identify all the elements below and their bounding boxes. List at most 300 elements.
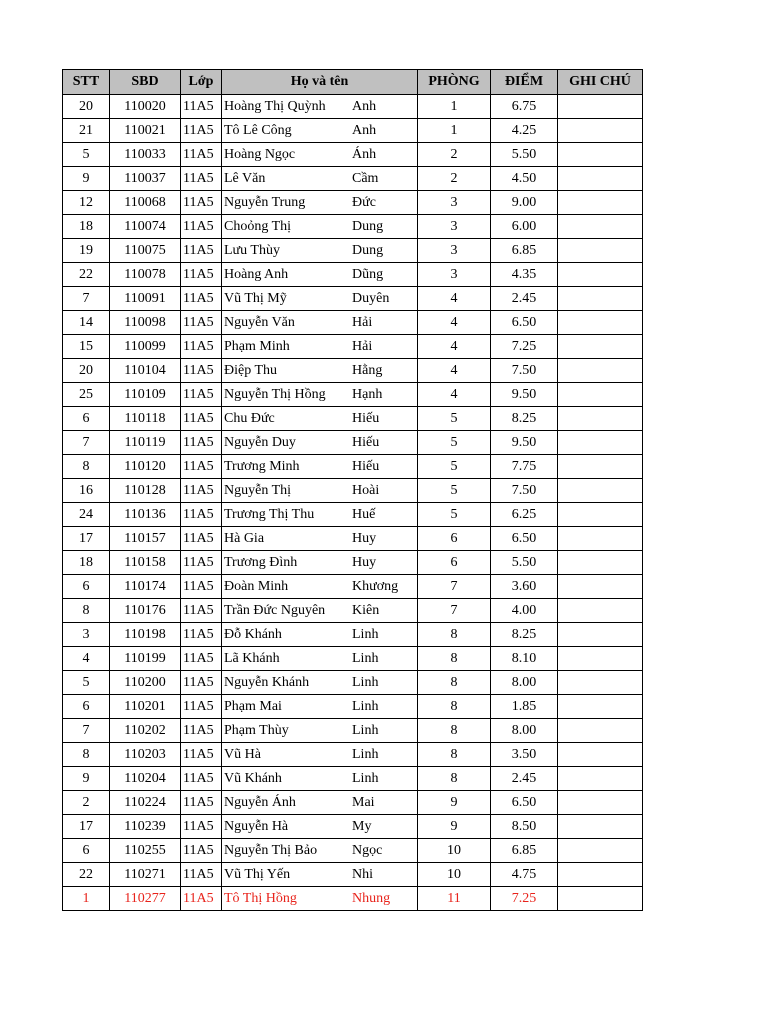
cell-phong: 4	[418, 359, 491, 383]
header-sbd: SBD	[110, 70, 181, 95]
cell-hoten	[222, 311, 418, 335]
cell-ghichu	[558, 383, 643, 407]
cell-phong: 3	[418, 263, 491, 287]
cell-hoten	[222, 431, 418, 455]
cell-lop: 11A5	[181, 863, 222, 887]
cell-ghichu	[558, 575, 643, 599]
cell-ghichu	[558, 551, 643, 575]
cell-phong: 9	[418, 791, 491, 815]
cell-ho: Điệp Thu	[224, 362, 278, 378]
cell-ten: Linh	[352, 698, 379, 714]
cell-ghichu	[558, 263, 643, 287]
table-row	[63, 431, 643, 455]
cell-phong: 2	[418, 167, 491, 191]
cell-stt: 3	[63, 623, 110, 647]
cell-ten: Dung	[352, 218, 384, 234]
cell-hoten	[222, 455, 418, 479]
cell-phong: 7	[418, 599, 491, 623]
cell-diem: 7.50	[491, 359, 558, 383]
cell-sbd: 110075	[110, 239, 181, 263]
cell-phong: 4	[418, 311, 491, 335]
cell-ghichu	[558, 695, 643, 719]
cell-ghichu	[558, 119, 643, 143]
cell-hoten	[222, 575, 418, 599]
cell-ghichu	[558, 623, 643, 647]
cell-stt: 25	[63, 383, 110, 407]
table-row	[63, 839, 643, 863]
cell-sbd: 110174	[110, 575, 181, 599]
cell-phong: 8	[418, 719, 491, 743]
cell-ho: Nguyễn Khánh	[224, 674, 310, 690]
cell-diem: 5.50	[491, 551, 558, 575]
cell-lop: 11A5	[181, 335, 222, 359]
cell-lop: 11A5	[181, 479, 222, 503]
cell-ghichu	[558, 887, 643, 911]
cell-sbd: 110239	[110, 815, 181, 839]
cell-stt: 18	[63, 551, 110, 575]
table-row	[63, 383, 643, 407]
cell-sbd: 110128	[110, 479, 181, 503]
cell-ghichu	[558, 671, 643, 695]
cell-phong: 6	[418, 527, 491, 551]
cell-ho: Phạm Mai	[224, 698, 282, 714]
cell-stt: 2	[63, 791, 110, 815]
cell-phong: 4	[418, 383, 491, 407]
cell-hoten	[222, 503, 418, 527]
cell-ghichu	[558, 407, 643, 431]
table-row	[63, 335, 643, 359]
cell-lop: 11A5	[181, 455, 222, 479]
header-row	[63, 70, 643, 95]
cell-hoten	[222, 191, 418, 215]
cell-lop: 11A5	[181, 167, 222, 191]
cell-ho: Trương Thị Thu	[224, 506, 315, 522]
cell-sbd: 110203	[110, 743, 181, 767]
cell-diem: 8.50	[491, 815, 558, 839]
cell-hoten	[222, 95, 418, 119]
cell-phong: 5	[418, 479, 491, 503]
cell-diem: 9.50	[491, 383, 558, 407]
cell-lop: 11A5	[181, 359, 222, 383]
cell-ten: Mai	[352, 794, 375, 810]
cell-stt: 22	[63, 863, 110, 887]
cell-ghichu	[558, 791, 643, 815]
cell-stt: 24	[63, 503, 110, 527]
cell-ghichu	[558, 815, 643, 839]
cell-diem: 8.10	[491, 647, 558, 671]
cell-lop: 11A5	[181, 95, 222, 119]
cell-sbd: 110109	[110, 383, 181, 407]
cell-diem: 4.75	[491, 863, 558, 887]
cell-hoten	[222, 143, 418, 167]
cell-diem: 5.50	[491, 143, 558, 167]
cell-ho: Hà Gia	[224, 530, 265, 546]
cell-ghichu	[558, 839, 643, 863]
cell-hoten	[222, 887, 418, 911]
cell-ten: Hải	[352, 314, 373, 330]
cell-stt: 20	[63, 359, 110, 383]
cell-ghichu	[558, 647, 643, 671]
cell-hoten	[222, 167, 418, 191]
cell-lop: 11A5	[181, 263, 222, 287]
cell-ten: Hiếu	[352, 434, 380, 450]
table-row	[63, 143, 643, 167]
cell-ghichu	[558, 287, 643, 311]
score-table	[62, 69, 643, 911]
cell-diem: 8.25	[491, 407, 558, 431]
cell-ho: Nguyễn Thị	[224, 482, 292, 498]
cell-stt: 15	[63, 335, 110, 359]
cell-lop: 11A5	[181, 647, 222, 671]
cell-lop: 11A5	[181, 383, 222, 407]
cell-ho: Phạm Minh	[224, 338, 290, 354]
cell-hoten	[222, 863, 418, 887]
cell-hoten	[222, 599, 418, 623]
cell-ho: Hoàng Thị Quỳnh	[224, 98, 326, 114]
cell-stt: 18	[63, 215, 110, 239]
cell-lop: 11A5	[181, 143, 222, 167]
cell-lop: 11A5	[181, 719, 222, 743]
cell-hoten	[222, 119, 418, 143]
cell-ho: Trần Đức Nguyên	[224, 602, 326, 618]
cell-ten: Nhung	[352, 890, 391, 906]
cell-sbd: 110158	[110, 551, 181, 575]
cell-ghichu	[558, 335, 643, 359]
table-row	[63, 551, 643, 575]
cell-phong: 9	[418, 815, 491, 839]
table-row	[63, 527, 643, 551]
cell-stt: 8	[63, 599, 110, 623]
cell-diem: 8.00	[491, 671, 558, 695]
cell-stt: 7	[63, 287, 110, 311]
table-row	[63, 575, 643, 599]
cell-diem: 6.50	[491, 791, 558, 815]
cell-ten: Huế	[352, 506, 376, 522]
cell-lop: 11A5	[181, 527, 222, 551]
cell-sbd: 110277	[110, 887, 181, 911]
cell-ho: Hoàng Ngọc	[224, 146, 296, 162]
cell-diem: 7.25	[491, 335, 558, 359]
cell-hoten	[222, 815, 418, 839]
table-row	[63, 359, 643, 383]
cell-ten: Linh	[352, 650, 379, 666]
cell-ten: Dung	[352, 242, 384, 258]
cell-ho: Vũ Hà	[224, 746, 261, 762]
cell-ho: Trương Đình	[224, 554, 298, 570]
cell-ho: Đỗ Khánh	[224, 626, 282, 642]
cell-ho: Phạm Thùy	[224, 722, 289, 738]
cell-ten: Hiếu	[352, 410, 380, 426]
cell-stt: 8	[63, 743, 110, 767]
cell-phong: 8	[418, 647, 491, 671]
table-row	[63, 263, 643, 287]
cell-sbd: 110136	[110, 503, 181, 527]
header-diem: ĐIỂM	[491, 70, 558, 95]
cell-ghichu	[558, 767, 643, 791]
cell-ho: Nguyễn Thị Hồng	[224, 386, 326, 402]
cell-ghichu	[558, 167, 643, 191]
cell-hoten	[222, 239, 418, 263]
table-row	[63, 719, 643, 743]
cell-sbd: 110202	[110, 719, 181, 743]
cell-diem: 2.45	[491, 767, 558, 791]
cell-phong: 3	[418, 191, 491, 215]
cell-ghichu	[558, 239, 643, 263]
cell-phong: 8	[418, 695, 491, 719]
table-row	[63, 887, 643, 911]
cell-lop: 11A5	[181, 791, 222, 815]
cell-sbd: 110118	[110, 407, 181, 431]
cell-diem: 9.50	[491, 431, 558, 455]
cell-phong: 5	[418, 455, 491, 479]
cell-sbd: 110033	[110, 143, 181, 167]
cell-phong: 5	[418, 431, 491, 455]
cell-phong: 10	[418, 839, 491, 863]
cell-hoten	[222, 791, 418, 815]
cell-sbd: 110199	[110, 647, 181, 671]
cell-stt: 1	[63, 887, 110, 911]
cell-lop: 11A5	[181, 215, 222, 239]
table-row	[63, 95, 643, 119]
cell-stt: 5	[63, 143, 110, 167]
cell-hoten	[222, 551, 418, 575]
cell-diem: 3.60	[491, 575, 558, 599]
header-phong: PHÒNG	[418, 70, 491, 95]
cell-ten: Huy	[352, 530, 377, 546]
table-row	[63, 407, 643, 431]
cell-diem: 6.75	[491, 95, 558, 119]
cell-hoten	[222, 263, 418, 287]
cell-sbd: 110204	[110, 767, 181, 791]
cell-phong: 8	[418, 623, 491, 647]
cell-sbd: 110098	[110, 311, 181, 335]
cell-ten: Linh	[352, 674, 379, 690]
cell-stt: 7	[63, 431, 110, 455]
cell-ten: Nhi	[352, 866, 373, 882]
cell-hoten	[222, 671, 418, 695]
cell-sbd: 110200	[110, 671, 181, 695]
cell-hoten	[222, 839, 418, 863]
cell-ten: Duyên	[352, 290, 390, 306]
table-row	[63, 743, 643, 767]
cell-stt: 16	[63, 479, 110, 503]
cell-diem: 2.45	[491, 287, 558, 311]
table-row	[63, 815, 643, 839]
table-row	[63, 239, 643, 263]
cell-diem: 3.50	[491, 743, 558, 767]
cell-hoten	[222, 623, 418, 647]
cell-ten: Linh	[352, 746, 379, 762]
cell-hoten	[222, 359, 418, 383]
cell-ten: Kiên	[352, 602, 380, 618]
cell-ghichu	[558, 143, 643, 167]
cell-lop: 11A5	[181, 695, 222, 719]
cell-lop: 11A5	[181, 599, 222, 623]
cell-stt: 9	[63, 767, 110, 791]
cell-ghichu	[558, 743, 643, 767]
cell-stt: 8	[63, 455, 110, 479]
cell-phong: 3	[418, 215, 491, 239]
cell-sbd: 110091	[110, 287, 181, 311]
table-row	[63, 503, 643, 527]
cell-ghichu	[558, 503, 643, 527]
cell-stt: 17	[63, 815, 110, 839]
cell-ho: Choỏng Thị	[224, 218, 292, 234]
cell-sbd: 110020	[110, 95, 181, 119]
cell-hoten	[222, 383, 418, 407]
cell-ho: Lê Văn	[224, 170, 266, 186]
cell-ho: Nguyễn Thị Bảo	[224, 842, 318, 858]
cell-diem: 7.50	[491, 479, 558, 503]
cell-lop: 11A5	[181, 671, 222, 695]
cell-sbd: 110176	[110, 599, 181, 623]
table-row	[63, 671, 643, 695]
cell-sbd: 110198	[110, 623, 181, 647]
cell-phong: 7	[418, 575, 491, 599]
cell-sbd: 110099	[110, 335, 181, 359]
cell-hoten	[222, 719, 418, 743]
cell-ho: Đoàn Minh	[224, 578, 289, 594]
cell-ten: Linh	[352, 770, 379, 786]
cell-ten: Dũng	[352, 266, 384, 282]
cell-stt: 6	[63, 407, 110, 431]
cell-ho: Tô Thị Hồng	[224, 890, 297, 906]
cell-ten: Huy	[352, 554, 377, 570]
cell-ho: Nguyễn Trung	[224, 194, 306, 210]
cell-diem: 4.00	[491, 599, 558, 623]
cell-ho: Nguyễn Hà	[224, 818, 289, 834]
cell-ghichu	[558, 455, 643, 479]
cell-phong: 6	[418, 551, 491, 575]
cell-ho: Vũ Khánh	[224, 770, 282, 786]
cell-lop: 11A5	[181, 839, 222, 863]
header-stt: STT	[63, 70, 110, 95]
table-row	[63, 167, 643, 191]
header-lop: Lớp	[181, 70, 222, 95]
cell-sbd: 110119	[110, 431, 181, 455]
cell-phong: 8	[418, 743, 491, 767]
table-row	[63, 623, 643, 647]
cell-stt: 22	[63, 263, 110, 287]
cell-ten: Hiếu	[352, 458, 380, 474]
cell-hoten	[222, 479, 418, 503]
cell-hoten	[222, 335, 418, 359]
table-row	[63, 647, 643, 671]
cell-hoten	[222, 647, 418, 671]
cell-diem: 7.25	[491, 887, 558, 911]
cell-ten: Linh	[352, 722, 379, 738]
table-row	[63, 695, 643, 719]
cell-ho: Nguyễn Văn	[224, 314, 295, 330]
cell-ten: Khương	[352, 578, 399, 594]
cell-diem: 6.00	[491, 215, 558, 239]
cell-ten: Ánh	[352, 146, 377, 162]
table-row	[63, 191, 643, 215]
cell-phong: 8	[418, 671, 491, 695]
cell-ho: Vũ Thị Mỹ	[224, 290, 287, 306]
cell-stt: 19	[63, 239, 110, 263]
cell-ghichu	[558, 479, 643, 503]
cell-diem: 1.85	[491, 695, 558, 719]
cell-sbd: 110157	[110, 527, 181, 551]
table-row	[63, 479, 643, 503]
table-row	[63, 287, 643, 311]
cell-phong: 1	[418, 119, 491, 143]
cell-sbd: 110120	[110, 455, 181, 479]
cell-phong: 10	[418, 863, 491, 887]
cell-lop: 11A5	[181, 551, 222, 575]
cell-ho: Nguyễn Duy	[224, 434, 296, 450]
cell-hoten	[222, 767, 418, 791]
cell-ghichu	[558, 95, 643, 119]
cell-lop: 11A5	[181, 767, 222, 791]
cell-lop: 11A5	[181, 815, 222, 839]
cell-ten: Ngọc	[352, 842, 383, 858]
cell-lop: 11A5	[181, 623, 222, 647]
cell-stt: 6	[63, 839, 110, 863]
cell-ten: Hằng	[352, 362, 383, 378]
cell-sbd: 110224	[110, 791, 181, 815]
cell-lop: 11A5	[181, 191, 222, 215]
table-row	[63, 863, 643, 887]
cell-stt: 21	[63, 119, 110, 143]
cell-diem: 4.50	[491, 167, 558, 191]
cell-lop: 11A5	[181, 239, 222, 263]
cell-lop: 11A5	[181, 287, 222, 311]
cell-ten: Anh	[352, 122, 377, 138]
cell-sbd: 110037	[110, 167, 181, 191]
cell-diem: 6.50	[491, 311, 558, 335]
cell-ten: Hoài	[352, 482, 380, 498]
cell-ho: Lã Khánh	[224, 650, 280, 666]
cell-lop: 11A5	[181, 887, 222, 911]
cell-hoten	[222, 743, 418, 767]
cell-hoten	[222, 527, 418, 551]
table-row	[63, 311, 643, 335]
cell-lop: 11A5	[181, 503, 222, 527]
cell-ten: Anh	[352, 98, 377, 114]
cell-phong: 1	[418, 95, 491, 119]
cell-stt: 7	[63, 719, 110, 743]
cell-hoten	[222, 287, 418, 311]
cell-stt: 12	[63, 191, 110, 215]
cell-ghichu	[558, 215, 643, 239]
cell-diem: 6.85	[491, 239, 558, 263]
cell-ten: Linh	[352, 626, 379, 642]
cell-lop: 11A5	[181, 311, 222, 335]
cell-hoten	[222, 695, 418, 719]
cell-phong: 11	[418, 887, 491, 911]
cell-lop: 11A5	[181, 407, 222, 431]
cell-diem: 8.00	[491, 719, 558, 743]
cell-phong: 4	[418, 335, 491, 359]
cell-diem: 6.85	[491, 839, 558, 863]
cell-stt: 6	[63, 575, 110, 599]
cell-ghichu	[558, 359, 643, 383]
cell-phong: 5	[418, 503, 491, 527]
cell-lop: 11A5	[181, 575, 222, 599]
cell-phong: 2	[418, 143, 491, 167]
table-row	[63, 455, 643, 479]
cell-ghichu	[558, 599, 643, 623]
cell-sbd: 110078	[110, 263, 181, 287]
table-body	[63, 95, 643, 911]
cell-lop: 11A5	[181, 743, 222, 767]
cell-diem: 6.25	[491, 503, 558, 527]
header-hoten: Họ và tên	[222, 70, 418, 95]
cell-ho: Lưu Thùy	[224, 242, 280, 258]
cell-ho: Vũ Thị Yến	[224, 866, 291, 882]
